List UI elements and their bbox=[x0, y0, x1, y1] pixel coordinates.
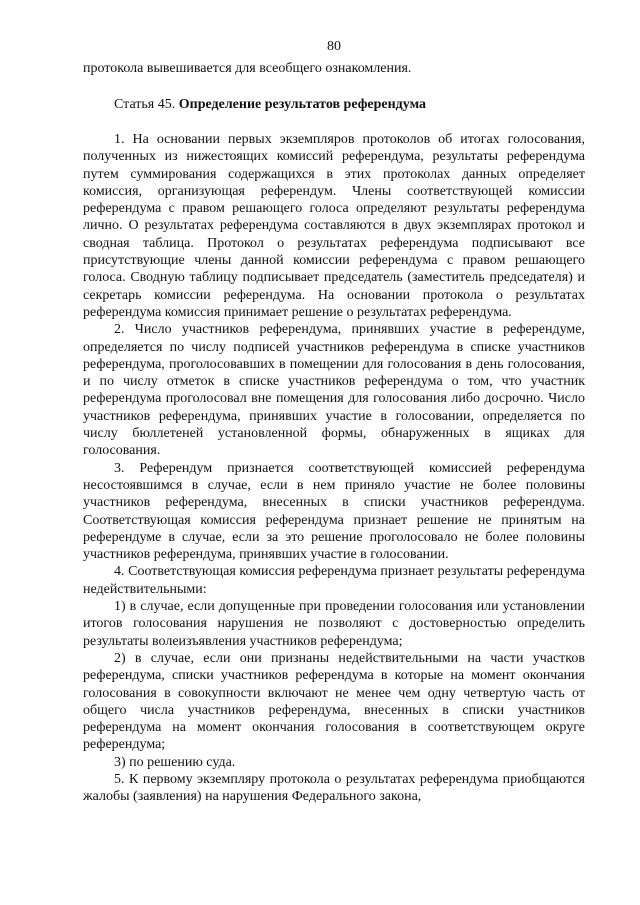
article-heading bbox=[114, 96, 426, 114]
article-body bbox=[83, 131, 585, 806]
paragraph-5: 5. К первому экземпляру протокола о результатах референдума приобщаются жалобы (заявления) на нарушения Федерального закона, bbox=[83, 771, 585, 805]
article-label: Статья 45. bbox=[114, 97, 176, 112]
paragraph-4: 4. Соответствующая комиссия референдума признает результаты референдума недействительными: bbox=[83, 564, 585, 597]
paragraph-4-item-3: 3) по решению суда. bbox=[114, 754, 236, 770]
page-number: 80 bbox=[327, 39, 341, 54]
paragraph-2: 2. Число участников референдума, принявших участие в референдуме, определяется по числу подписей участников референдума в списке участников референдума, проголосовавших в помещении для голосования в день голосования, и по числу отметок в списке участников референдума о том, что участник референдума проголосовал вне помещения для голосования либо досрочно. Число участников референдума, принявших участие в голосовании, определяется по числу бюллетеней установленной формы, обнаруженных в ящиках для голосования. bbox=[83, 322, 585, 459]
paragraph-3: 3. Референдум признается соответствующей комиссией референдума несостоявшимся в случае, если в нем приняло участие не более половины участников референдума, внесенных в списки участников референдума. Соответствующая комиссия референдума признает решение не принятым на референдуме в случае, если за это решение проголосовало не более половины участников референдума, принявших участие в голосовании. bbox=[83, 460, 585, 563]
article-title: Определение результатов референдума bbox=[178, 97, 427, 112]
paragraph-4-item-1: 1) в случае, если допущенные при проведении голосования или установлении итогов голосования нарушения не позволяют с достоверностью определить результаты волеизъявления участников референдума; bbox=[83, 599, 585, 649]
continuation-line: протокола вывешивается для всеобщего ознакомления. bbox=[83, 61, 412, 76]
paragraph-1: 1. На основании первых экземпляров протоколов об итогах голосования, полученных из нижестоящих комиссий референдума, результаты референдума путем суммирования содержащихся в этих протоколах данных определяет комиссия, организующая референдум. Члены соответствующей комиссии референдума с правом решающего голоса определяют результаты референдума лично. О результатах референдума составляются в двух экземплярах протокол и сводная таблица. Протокол о результатах референдума подписывают все присутствующие члены данной комиссии референдума с правом решающего голоса. Сводную таблицу подписывает председатель (заместитель председателя) и секретарь комиссии референдума. На основании протокола о результатах референдума комиссия принимает решение о результатах референдума. bbox=[83, 132, 585, 320]
paragraph-4-item-2: 2) в случае, если они признаны недействительными на части участков референдума, списки участников референдума в которые на момент окончания голосования в совокупности включают не менее чем одну четвертую часть от общего числа участников референдума, внесенных в списки участников референдума на момент окончания голосования в соответствующем округе референдума; bbox=[83, 650, 585, 753]
